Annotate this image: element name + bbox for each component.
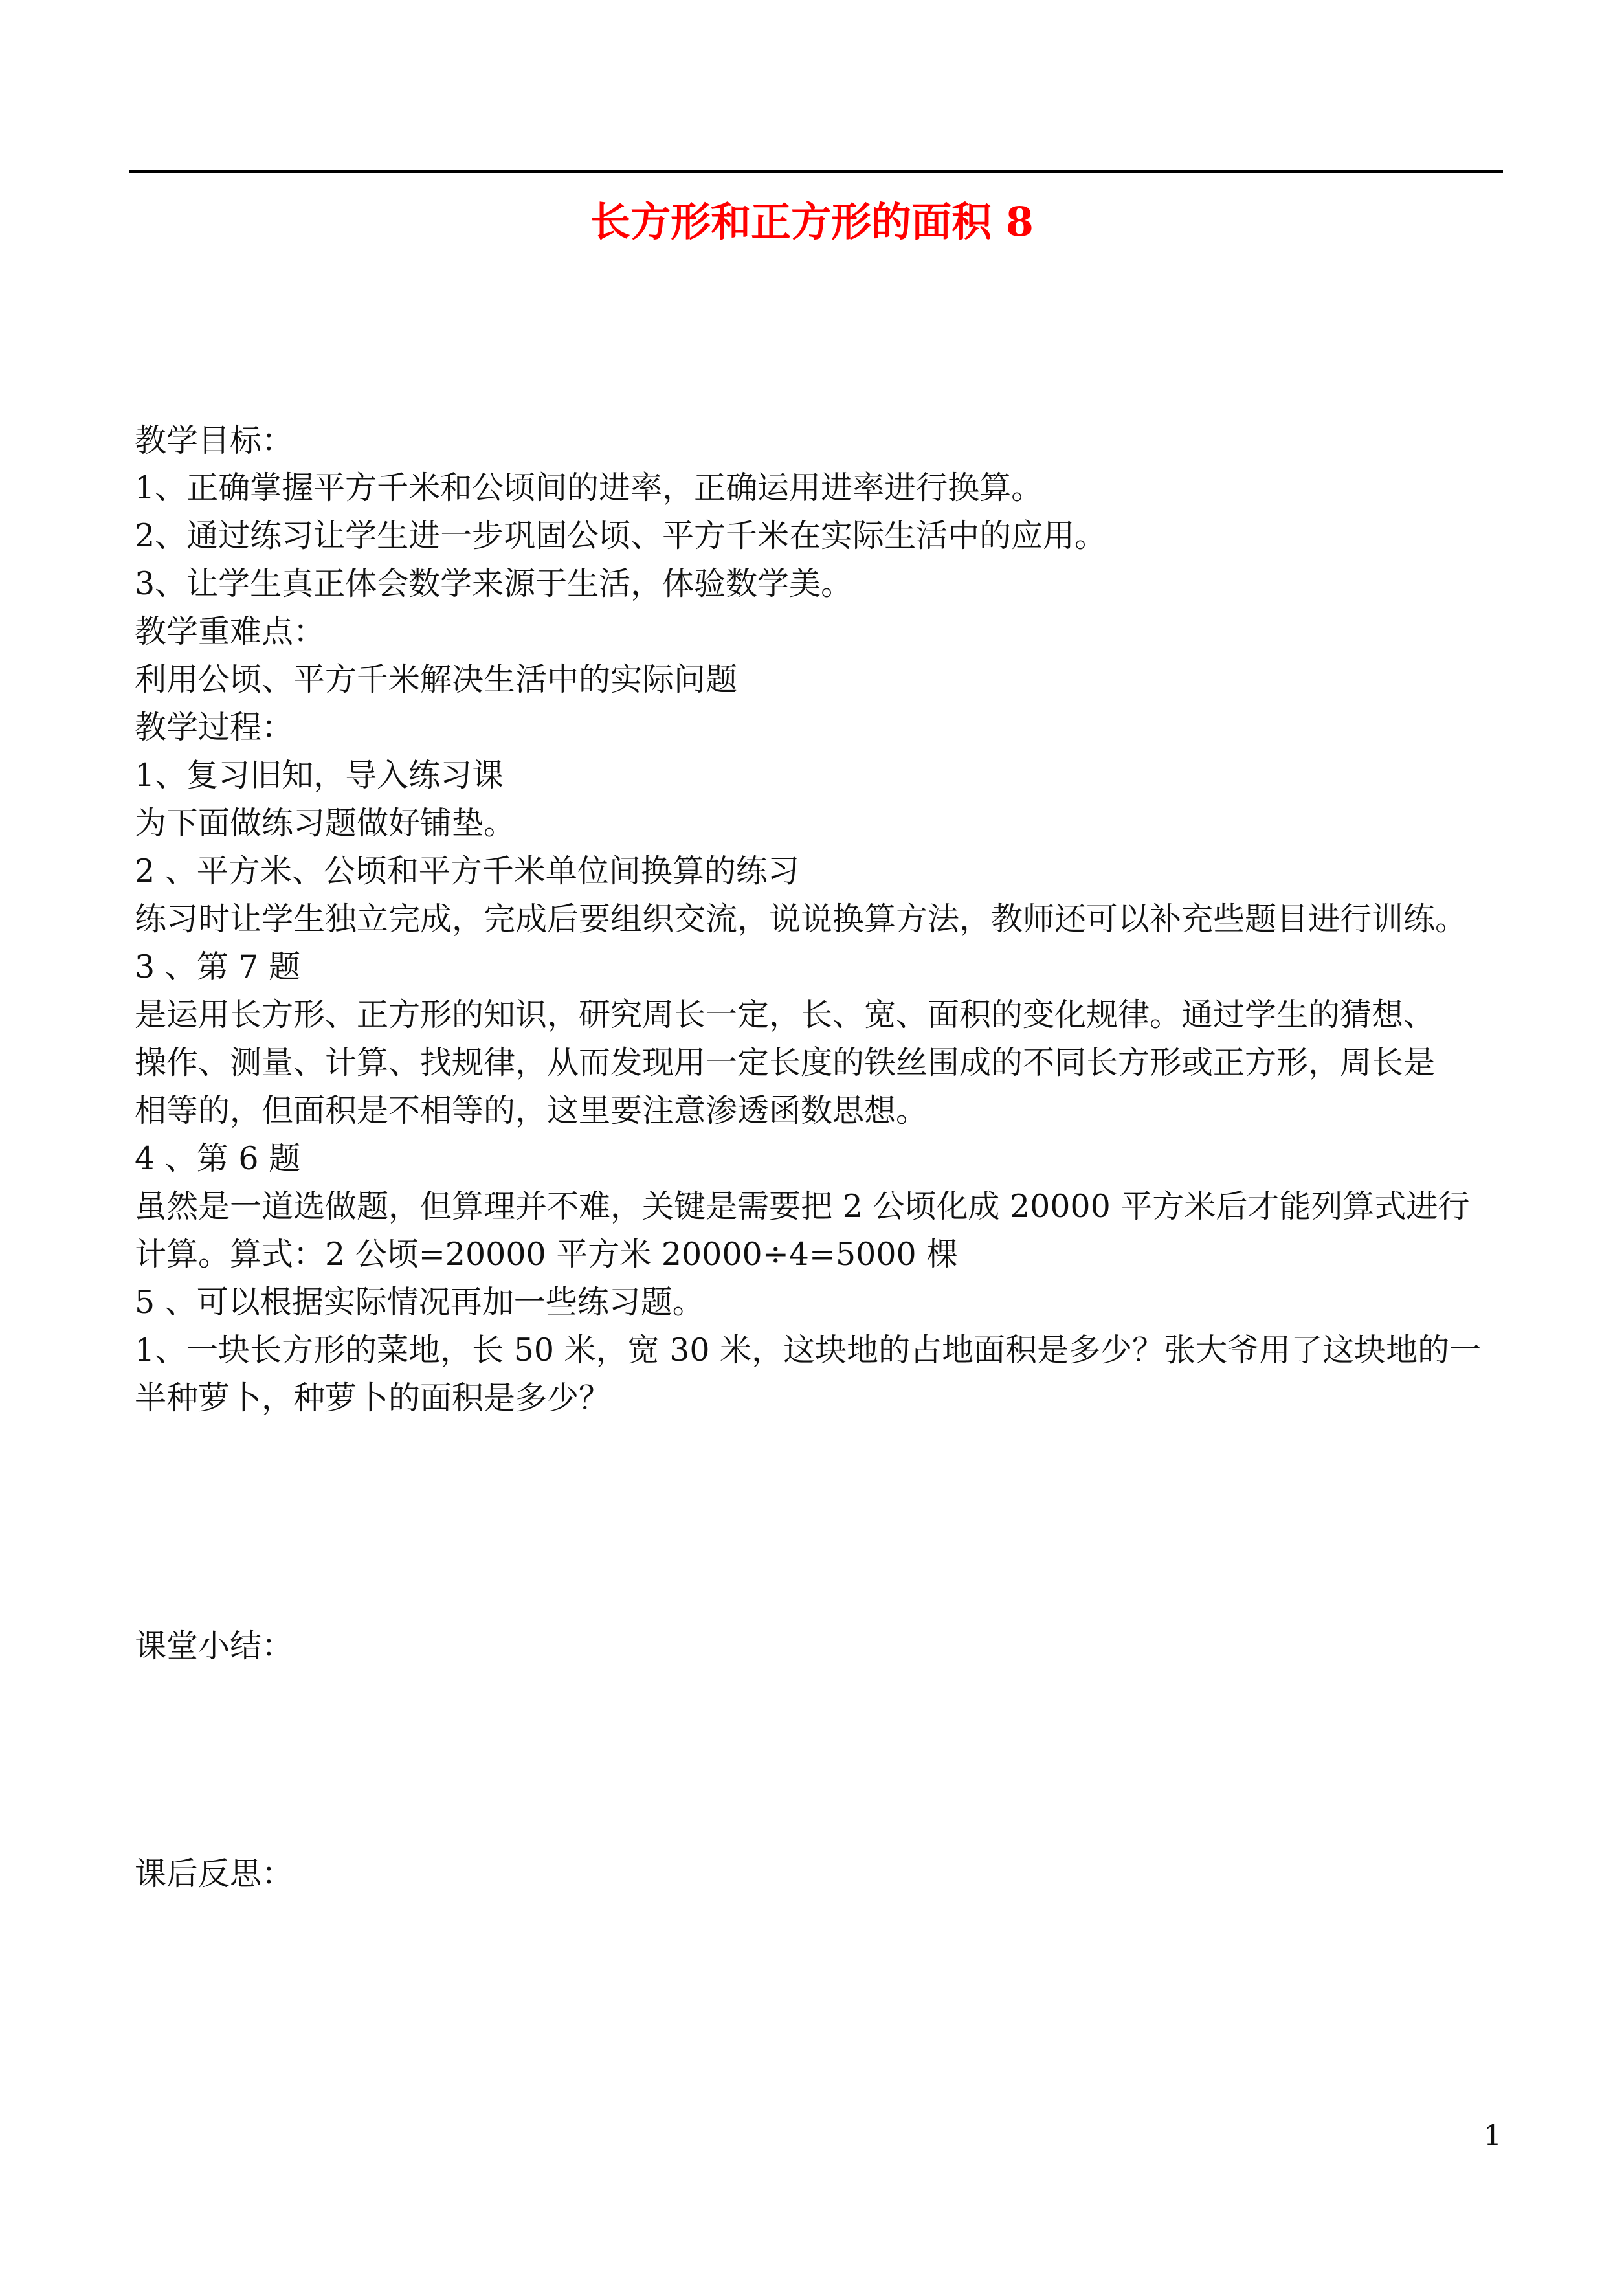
process-step-3-text-line-2: 操作、测量、计算、找规律，从而发现用一定长度的铁丝围成的不同长方形或正方形，周长是 <box>135 1044 1436 1081</box>
section-heading-objectives: 教学目标： <box>135 422 294 459</box>
process-step-1: 1、复习旧知，导入练习课 <box>135 757 504 794</box>
process-step-4-text-line-1: 虽然是一道选做题，但算理并不难，关键是需要把 2 公顷化成 20000 平方米后才能列算式进行 <box>135 1188 1470 1225</box>
objective-item-1: 1、正确掌握平方千米和公顷间的进率，正确运用进率进行换算。 <box>135 469 1043 506</box>
key-points-text: 利用公顷、平方千米解决生活中的实际问题 <box>135 661 738 698</box>
header-rule <box>129 170 1503 173</box>
process-step-3-text-line-1: 是运用长方形、正方形的知识，研究周长一定，长、宽、面积的变化规律。通过学生的猜想、 <box>135 996 1436 1033</box>
page-number: 1 <box>1484 2120 1502 2153</box>
process-step-2: 2 、平方米、公顷和平方千米单位间换算的练习 <box>135 853 799 889</box>
process-step-4: 4 、第 6 题 <box>135 1140 301 1177</box>
after-class-reflection-label: 课后反思： <box>135 1855 294 1892</box>
process-step-1-text: 为下面做练习题做好铺垫。 <box>135 805 516 842</box>
class-summary-label: 课堂小结： <box>135 1627 294 1664</box>
process-step-4-text-line-2: 计算。算式：2 公顷=20000 平方米 20000÷4=5000 棵 <box>135 1236 959 1273</box>
objective-item-2: 2、通过练习让学生进一步巩固公顷、平方千米在实际生活中的应用。 <box>135 517 1107 554</box>
section-heading-process: 教学过程： <box>135 709 294 746</box>
process-step-5: 5 、可以根据实际情况再加一些练习题。 <box>135 1284 704 1321</box>
process-step-2-text: 练习时让学生独立完成，完成后要组织交流，说说换算方法，教师还可以补充些题目进行训练。 <box>135 900 1467 937</box>
document-title: 长方形和正方形的面积 8 <box>590 198 1034 245</box>
process-step-3: 3 、第 7 题 <box>135 948 301 985</box>
exercise-problem-line-2: 半种萝卜，种萝卜的面积是多少？ <box>135 1380 611 1416</box>
section-heading-key-points: 教学重难点： <box>135 613 326 650</box>
process-step-3-text-line-3: 相等的，但面积是不相等的，这里要注意渗透函数思想。 <box>135 1092 928 1129</box>
objective-item-3: 3、让学生真正体会数学来源于生活，体验数学美。 <box>135 565 853 602</box>
exercise-problem-line-1: 1、一块长方形的菜地，长 50 米，宽 30 米，这块地的占地面积是多少？张大爷用了这块地的一 <box>135 1332 1482 1369</box>
